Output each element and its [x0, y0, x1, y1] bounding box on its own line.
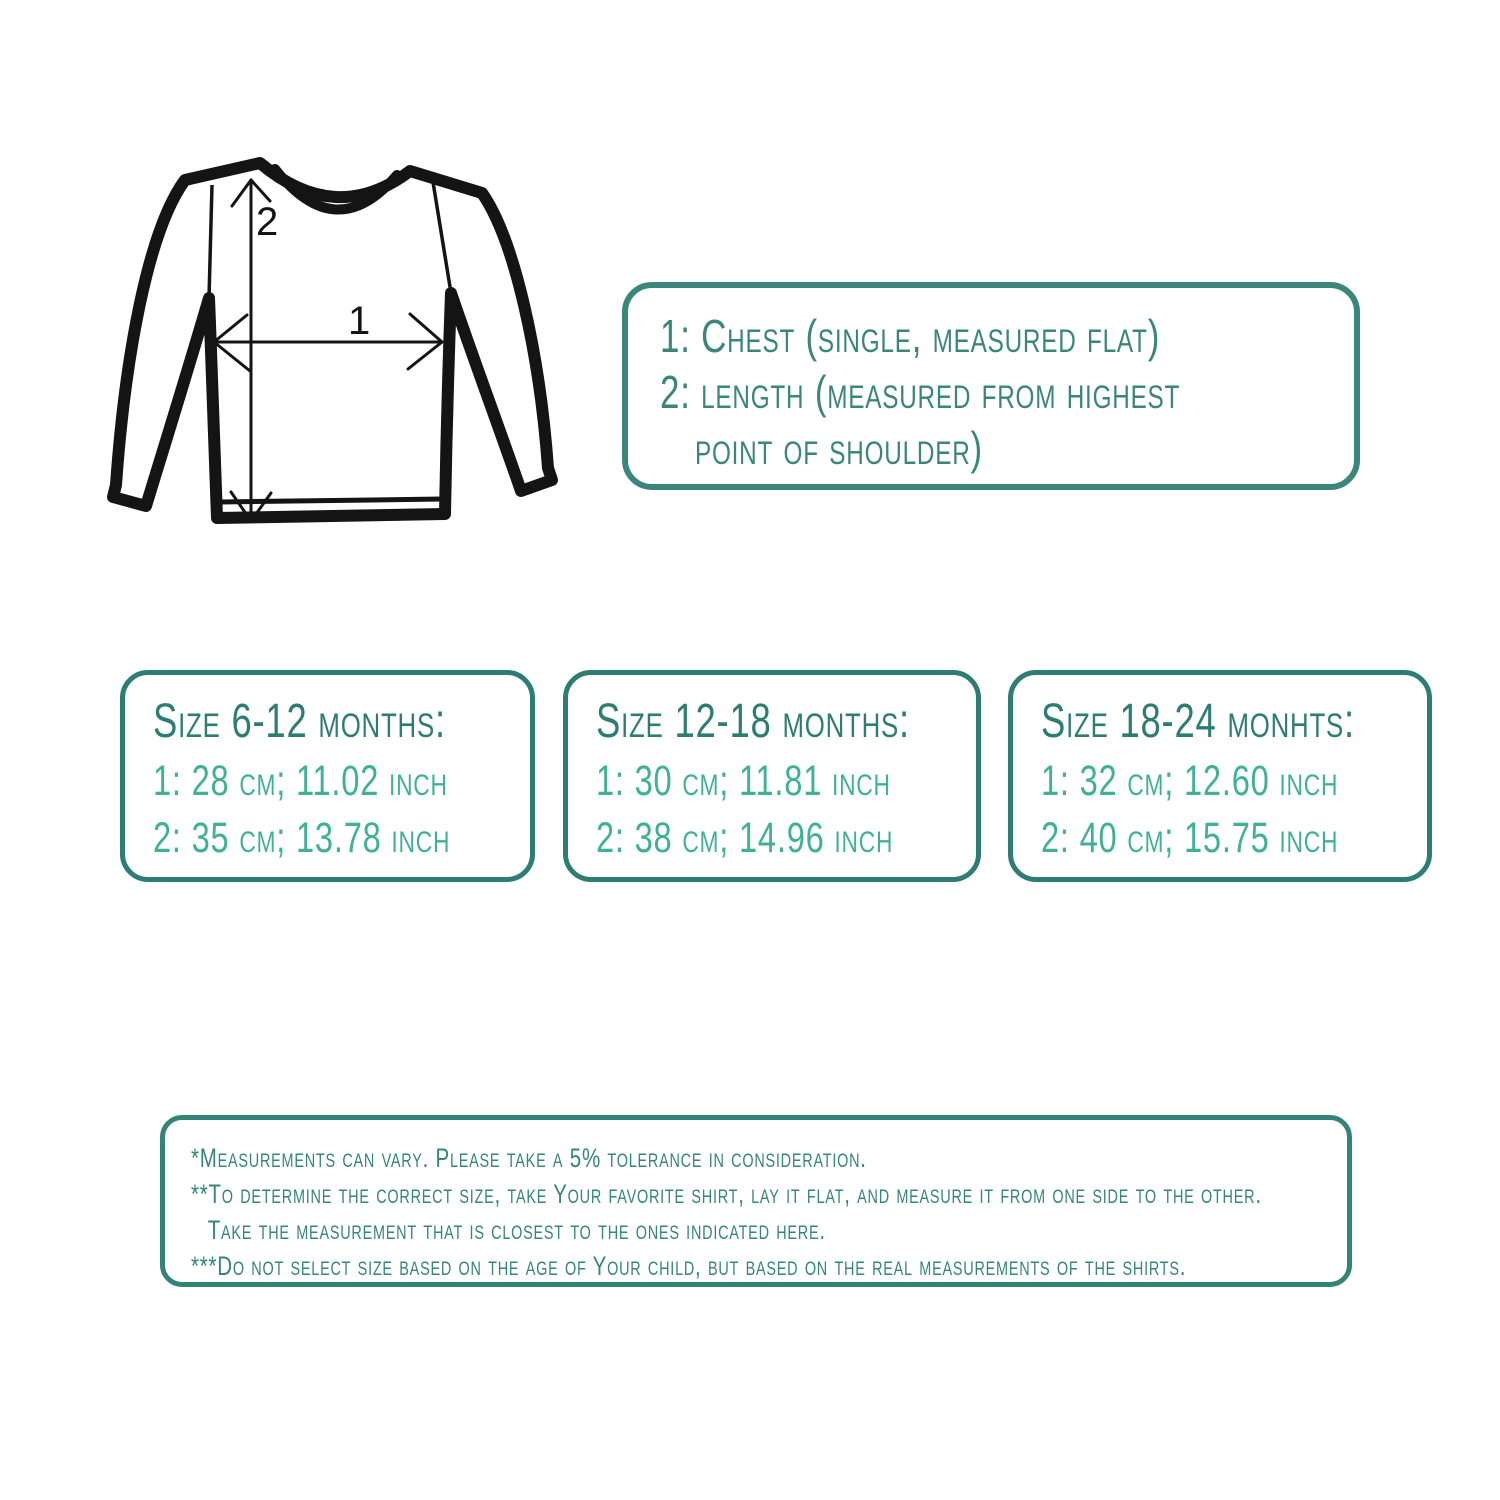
length-arrow-label: 2 — [256, 200, 279, 244]
footnotes-box — [160, 1115, 1352, 1287]
legend-line-length: 2: length (measured from highest — [660, 366, 1181, 418]
size-box-18-24-months — [1008, 670, 1432, 882]
size-title: Size 6-12 months: — [153, 695, 446, 748]
size-box-12-18-months — [563, 670, 981, 882]
footnote-age-warning: ***Do not select size based on the age of Your child, but based on the real measurements of the shirts. — [191, 1251, 1187, 1281]
size-title: Size 12-18 months: — [596, 695, 910, 748]
size-chest-value: 1: 32 cm; 12.60 inch — [1041, 757, 1339, 805]
legend-line-chest: 1: Chest (single, measured flat) — [660, 310, 1161, 362]
size-chest-value: 1: 28 cm; 11.02 inch — [153, 757, 448, 805]
chest-arrow-label: 1 — [348, 299, 371, 343]
footnote-tolerance: *Measurements can vary. Please take a 5% tolerance in consideration. — [191, 1143, 867, 1173]
legend-line-length-cont: point of shoulder) — [694, 422, 983, 474]
hem-line — [221, 499, 442, 502]
size-length-value: 2: 35 cm; 13.78 inch — [153, 814, 451, 862]
size-box-6-12-months — [120, 670, 535, 882]
legend-box — [622, 282, 1360, 490]
size-chest-value: 1: 30 cm; 11.81 inch — [596, 757, 891, 805]
size-length-value: 2: 38 cm; 14.96 inch — [596, 814, 894, 862]
footnote-how-to-measure-cont: Take the measurement that is closest to the ones indicated here. — [207, 1215, 826, 1245]
footnote-how-to-measure: **To determine the correct size, take Your favorite shirt, lay it flat, and measure it from one side to the other. — [191, 1179, 1262, 1209]
size-length-value: 2: 40 cm; 15.75 inch — [1041, 814, 1339, 862]
size-title: Size 18-24 monhts: — [1041, 695, 1355, 748]
shirt-diagram — [100, 135, 570, 565]
